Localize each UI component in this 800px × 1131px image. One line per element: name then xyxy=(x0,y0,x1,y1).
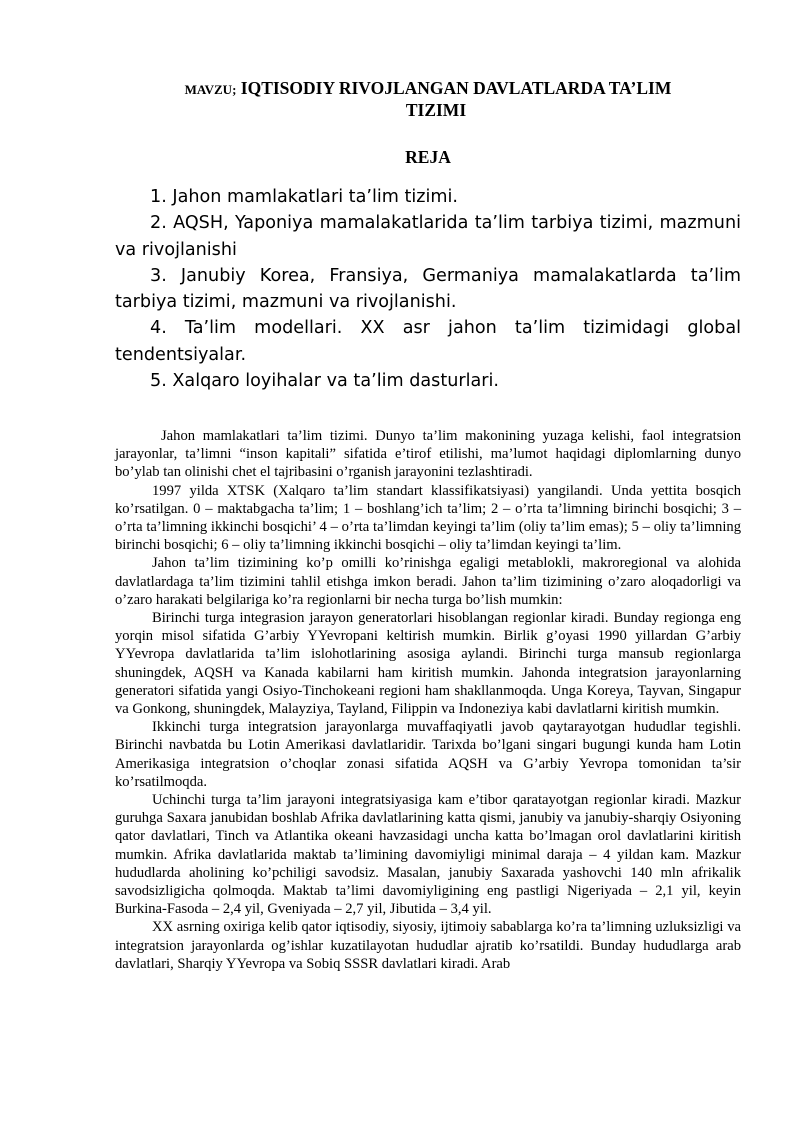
document-title xyxy=(115,78,741,121)
title-line-1: IQTISODIY RIVOJLANGAN DAVLATLARDA TA’LIM xyxy=(240,78,672,98)
title-prefix: MAVZU; xyxy=(184,82,237,97)
paragraph: XX asrning oxiriga kelib qator iqtisodiy, siyosiy, ijtimoiy sabablarga ko’ra ta’limning uzluksizligi va integratsion jarayonlarda og’ishlar kuzatilayotan hududlar ajratib ko’rsatildi. Bunday hududlarga arab davlatlari, Sharqiy YYevropa va Sobiq SSSR davlatlari kiradi. Arab xyxy=(115,919,741,972)
paragraph: Jahon mamlakatlari ta’lim tizimi. Dunyo ta’lim makonining yuzaga kelishi, faol integratsion jarayonlar, ta’limni “inson kapitali” sifatida e’tirof etilishi, ma’lumot haqidagi diplomlarning dunyo bo’ylab tan olinishi chet el tajribasini o’rganish jarayonini tezlashtiradi. xyxy=(115,428,741,481)
plan-item: 2. AQSH, Yaponiya mamalakatlarida ta’lim tarbiya tizimi, mazmuni va rivojlanishi xyxy=(115,213,741,260)
plan-list xyxy=(115,184,741,394)
plan-item: 3. Janubiy Korea, Fransiya, Germaniya mamalakatlarda ta’lim tarbiya tizimi, mazmuni va rivojlanishi. xyxy=(115,265,741,313)
paragraph: Ikkinchi turga integratsion jarayonlarga muvaffaqiyatli javob qaytarayotgan hududlar tegishli. Birinchi navbatda bu Lotin Amerikasi davlatlaridir. Tarixda bo’lgani singari bugungi kunda ham Lotin Amerikasiga integratsion o’choqlar zonasi sifatida AQSH va G’arbiy Yevropa tomonidan ta’sir ko’rsatilmoqda. xyxy=(115,719,741,790)
plan-heading: REJA xyxy=(405,147,451,167)
plan-item: 1. Jahon mamlakatlari ta’lim tizimi. xyxy=(150,187,458,207)
paragraph: Birinchi turga integrasion jarayon generatorlari hisoblangan regionlar kiradi. Bunday regionga eng yorqin misol sifatida G’arbiy YYevropani keltirish mumkin. Birlik g’oyasi 1990 yillardan G’arbiy YYevropa davlatlarida ta’lim islohotlarining asosiga aylandi. Birinchi turga mansub regionlarga shuningdek, AQSH va Kanada kabilarni ham kiritish mumkin. Jahonda integratsion jarayonlarning generatori sifatida yangi Osiyo-Tinchokeani regioni ham shakllanmoqda. Unga Koreya, Tayvan, Singapur va Gonkong, shuningdek, Malayziya, Tayland, Filippin va Indoneziya kabi davlatlarni kiritish mumkin. xyxy=(115,610,741,718)
plan-item: 5. Xalqaro loyihalar va ta’lim dasturlari. xyxy=(150,371,499,392)
paragraph: Uchinchi turga ta’lim jarayoni integratsiyasiga kam e’tibor qaratayotgan regionlar kiradi. Mazkur guruhga Saxara janubidan boshlab Afrika davlatlarining katta qismi, janubiy va janubiy-sharqiy Osiyoning qator davlatlari, Tinch va Atlantika okeani havzasidagi uncha katta bo’lmagan orol davlatlarini kiritish mumkin. Afrika davlatlarida maktab ta’limining davomiyligi minimal daraja – 4 yildan kam. Mazkur hududlarda aholining ko’pchiligi savodsiz. Masalan, janubiy Saxarada yashovchi 140 mln afrikalik savodsizligicha qolmoqda. Maktab ta’limi davomiyligining eng pastligi Nigeriyada – 2,1 yil, keyin Burkina-Fasoda – 2,4 yil, Gveniyada – 2,7 yil, Jibutida – 3,4 yil. xyxy=(115,792,741,918)
body-text xyxy=(115,427,741,973)
plan-item: 4. Ta’lim modellari. XX asr jahon ta’lim tizimidagi global tendentsiyalar. xyxy=(115,318,741,365)
paragraph: Jahon ta’lim tizimining ko’p omilli ko’rinishga egaligi metablokli, makroregional va alohida davlatlardaga ta’lim tizimini tahlil etishga imkon beradi. Jahon ta’lim tizimining o’zaro aloqadorligi va o’zaro harakati belgilariga ko’ra regionlarni bir necha turga bo’lish mumkin: xyxy=(115,555,741,608)
paragraph: 1997 yilda XTSK (Xalqaro ta’lim standart klassifikatsiyasi) yangilandi. Unda yettita bosqich ko’rsatilgan. 0 – maktabgacha ta’lim; 1 – boshlang’ich ta’lim; 2 – o’rta ta’limning birinchi bosqichi; 3 – o’rta ta’limning ikkinchi bosqichi’ 4 – o’rta ta’limdan keyingi ta’lim (oliy ta’lim emas); 5 – oliy ta’limning birinchi bosqichi; 6 – oliy ta’limning ikkinchi bosqichi – oliy ta’limdan keyingi ta’lim. xyxy=(115,482,741,554)
title-line-2: TIZIMI xyxy=(405,100,467,120)
